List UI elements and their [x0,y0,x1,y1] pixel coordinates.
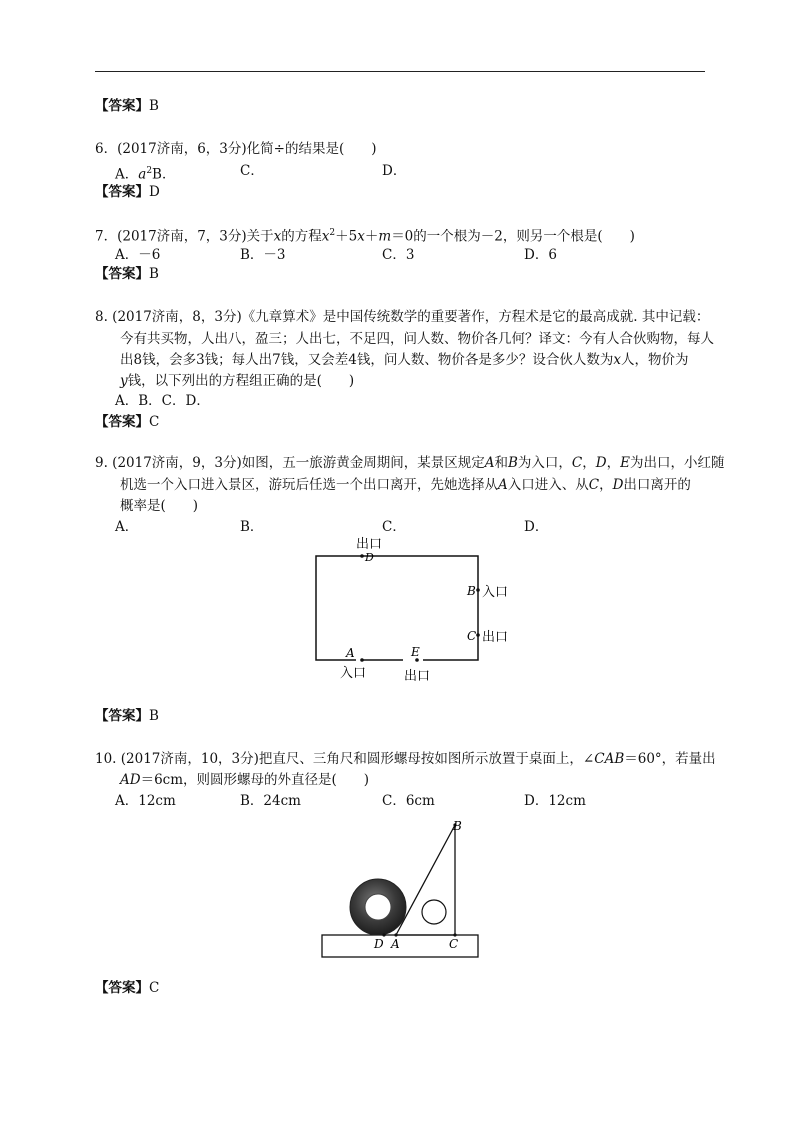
q10-label-d: D [374,937,384,951]
q9-var-e: E [620,455,630,471]
answer-label: 【答案】 [95,708,149,724]
q9-point-c [476,633,480,637]
answer-label: 【答案】 [95,266,149,282]
q9-line-1-pre: 9. (2017济南，9，3分)如图，五一旅游黄金周期间，某景区规定 [95,455,485,471]
q9-figure-path-top [316,556,478,660]
q6-option-d: D． [382,163,407,179]
q9-label-c: C [467,629,477,643]
q9-label-b: B [467,584,476,598]
q8-line-1: 8. (2017济南，8，3分)《九章算术》是中国传统数学的重要著作，方程术是它的最高成就. 其中记载： [95,309,710,325]
q8-answer-value: C [149,414,160,430]
q7-eq-mid: ＋5 [335,228,358,245]
q10-label-b: B [453,819,462,833]
q9-sep-3: ， [599,477,613,493]
q10-triangle-hole [422,900,446,924]
q9-and: 和 [494,455,508,471]
q7-stem-mid: 的方程 [281,228,322,245]
answer-label: 【答案】 [95,98,149,114]
q5-answer-value: B [149,98,159,114]
q10-option-d: D．12cm [524,793,586,809]
q9-option-a: A． [115,519,139,535]
q9-line-1-mid: 为入口， [517,455,572,471]
q9-var-b: B [508,455,518,471]
q9-var-c: C [571,455,583,471]
q9-sep-2: ， [606,455,621,471]
q8-line-3 [120,351,688,369]
q10-figure [310,815,490,965]
q5-answer [95,97,159,115]
answer-label: 【答案】 [95,184,149,200]
q7-option-c: C．3 [382,247,415,263]
q10-angle-cab: CAB [594,751,625,767]
q6-option-a-label: A． [115,166,139,183]
q7-eq-sup: 2 [329,228,336,238]
q10-label-c: C [449,937,459,951]
q9-label-a: A [346,646,355,660]
q7-eq-x: x [321,228,330,245]
q10-line-1-pre: 10. (2017济南，10，3分)把直尺、三角尺和圆形螺母按如图所示放置于桌面上，∠ [95,751,595,767]
q7-stem-pre: 7．(2017济南，7，3分)关于 [95,228,274,245]
q6-option-a [115,162,175,184]
q9-line-2-pre: 机选一个入口进入景区，游玩后任选一个出口离开，先她选择从 [120,477,498,493]
q8-line-4-post: 钱，以下列出的方程组正确的是( ) [127,373,355,389]
q9-var-a: A [484,455,495,471]
q9-label-e: E [411,645,420,659]
q6-answer-value: D [149,184,160,200]
q6-option-a-var: a [138,166,147,183]
header-rule [95,71,705,72]
q9-var-c-2: C [588,477,600,493]
q6-stem: 6．(2017济南，6，3分)化简÷的结果是( ) [95,141,377,157]
q7-option-a: A．－6 [115,247,161,263]
q10-line-1 [95,750,716,768]
q7-answer [95,265,159,283]
q9-line-1 [95,454,724,472]
q7-eq-m: m [378,228,392,245]
q9-label-entry-a: 入口 [340,666,367,681]
q9-answer-value: B [149,708,159,724]
q8-options: A．B．C．D． [115,393,210,409]
q9-line-2 [120,476,691,494]
q9-line-2-post: 出口离开的 [623,477,691,493]
q8-var-y: y [120,373,128,389]
q9-label-exit-e: 出口 [404,669,431,684]
q8-line-3-pre: 出8钱，会多3钱；每人出7钱，又会差4钱，问人数、物价各是多少？设合伙人数为 [120,352,614,368]
q6-option-c: C． [240,163,264,179]
q9-point-d [360,554,364,558]
q10-answer-value: C [149,980,160,996]
q9-label-entry-b: 入口 [482,585,509,600]
q9-var-d-2: D [612,477,624,493]
q9-label-d: D [365,551,374,564]
q10-option-b: B．24cm [240,793,301,809]
q8-answer [95,413,159,431]
q7-option-b: B．－3 [240,247,286,263]
q9-line-1-post: 为出口，小红随 [629,455,725,471]
q9-var-a-2: A [498,477,508,493]
q9-point-a [360,658,364,662]
q9-line-3: 概率是( ) [120,498,199,514]
q10-segment-ad: AD [120,772,141,788]
q10-nut [350,879,406,935]
q9-answer [95,707,159,725]
q7-answer-value: B [149,266,159,282]
q7-stem [95,224,635,246]
q9-label-exit-top: 出口 [356,537,383,552]
q6-answer [95,183,160,201]
q10-option-a: A．12cm [115,793,176,809]
q9-option-d: D． [524,519,549,535]
q10-line-2 [120,771,369,789]
q9-point-b [476,588,480,592]
q10-line-1-post: ＝60°，若量出 [624,751,716,767]
q8-line-4 [120,372,354,390]
q9-line-2-mid: 入口进入、从 [507,477,589,493]
q7-var-x: x [273,228,282,245]
q7-eq-plus: ＋ [364,228,379,245]
q8-line-2: 今有共买物，人出八，盈三；人出七，不足四，问人数、物价各几何？译文：今有人合伙购物，每人 [120,331,714,347]
q9-var-d: D [595,455,607,471]
q6-option-b-label: B． [152,166,176,183]
q9-option-c: C． [382,519,406,535]
answer-label: 【答案】 [95,980,149,996]
q8-line-3-post: 人，物价为 [620,352,689,368]
q7-option-d: D．6 [524,247,557,263]
q10-label-a: A [391,937,400,951]
answer-label: 【答案】 [95,414,149,430]
q9-option-b: B． [240,519,264,535]
q9-figure [300,530,530,690]
q10-option-c: C．6cm [382,793,435,809]
q9-sep-1: ， [582,455,596,471]
q8-var-x: x [613,352,621,368]
q6-option-a-sup: 2 [146,166,153,176]
q10-answer [95,979,159,997]
q10-line-2-post: ＝6cm，则圆形螺母的外直径是( ) [140,772,370,788]
q7-eq-x2: x [357,228,365,245]
q7-stem-post: ＝0的一个根为－2，则另一个根是( ) [391,228,635,245]
q9-label-exit-c: 出口 [482,630,509,645]
